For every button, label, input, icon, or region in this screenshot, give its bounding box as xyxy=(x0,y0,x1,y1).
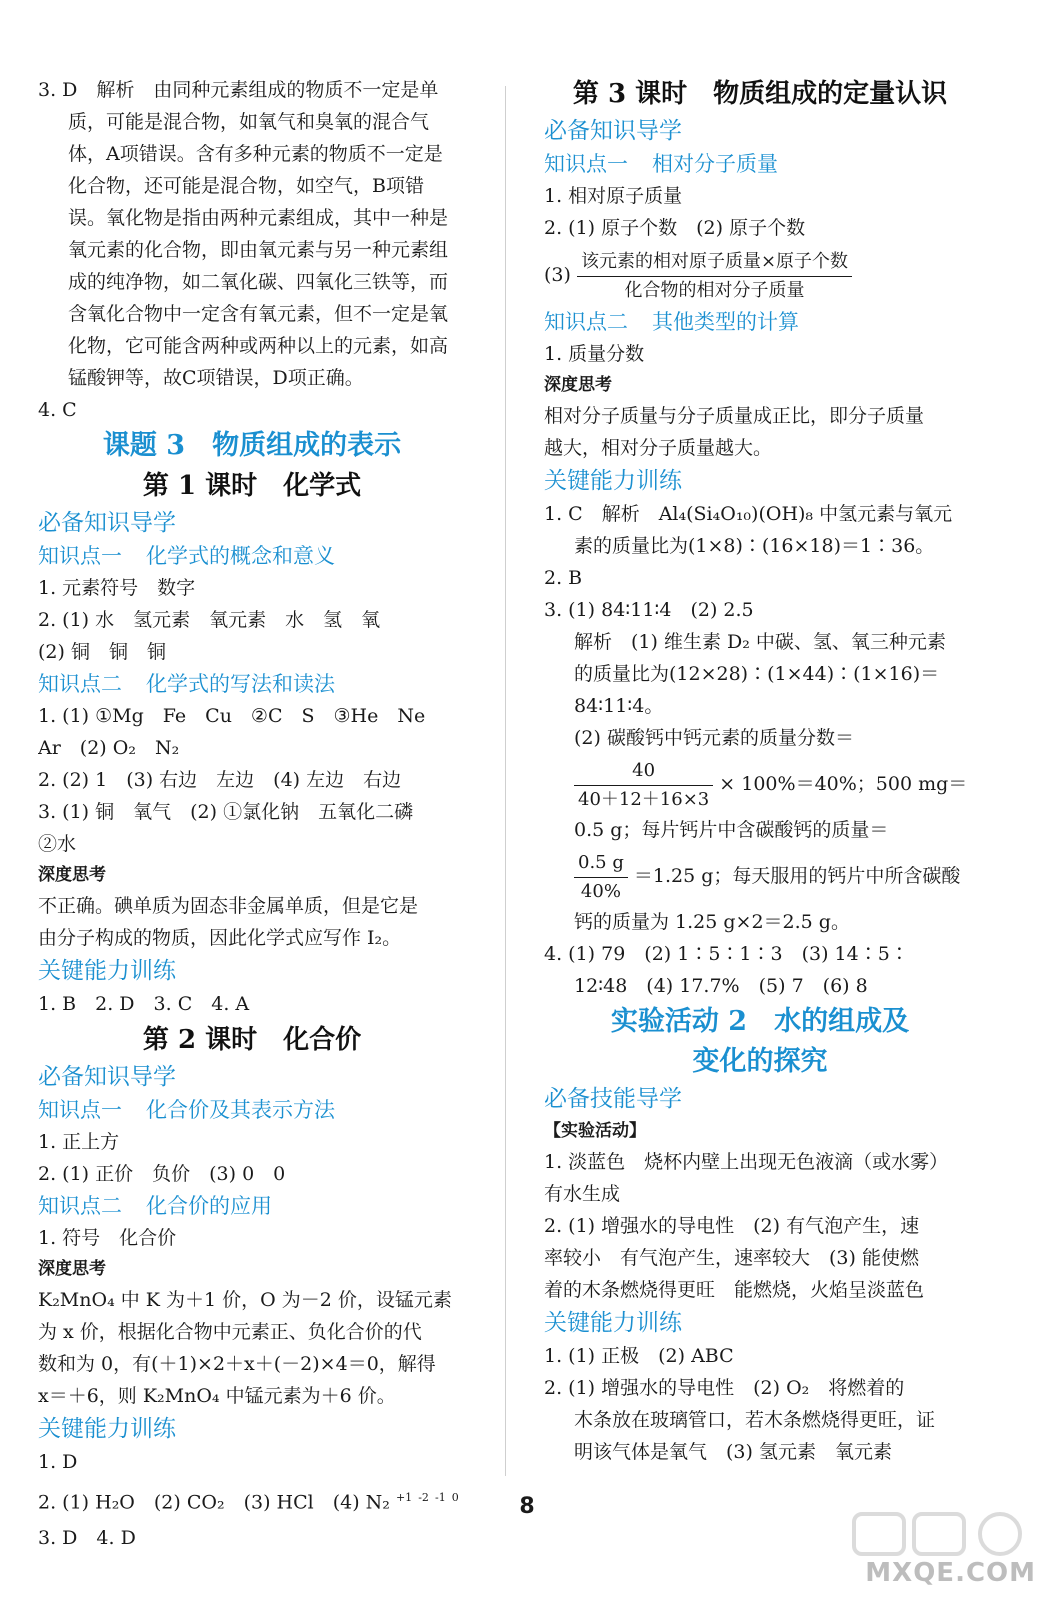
valence-mark: -2 xyxy=(418,1491,429,1504)
knowledge-point-heading: 知识点一 化合价及其表示方法 xyxy=(38,1098,335,1122)
answer-line: 锰酸钾等，故C项错误，D项正确。 xyxy=(68,367,364,389)
lesson-title: 第 1 课时 化学式 xyxy=(142,471,362,501)
knowledge-point-heading: 知识点二 化合价的应用 xyxy=(38,1194,272,1218)
activity-title: 变化的探究 xyxy=(692,1046,828,1077)
answer-line: 2. (2) 1 (3) 右边 左边 (4) 左边 右边 xyxy=(38,769,402,791)
answer-line: 1. (1) 正极 (2) ABC xyxy=(544,1345,734,1367)
answer-line: 钙的质量为 1.25 g×2＝2.5 g。 xyxy=(574,911,850,933)
section-heading: 必备技能导学 xyxy=(544,1086,682,1112)
section-heading: 必备知识导学 xyxy=(544,118,682,144)
answer-line: K₂MnO₄ 中 K 为＋1 价，O 为－2 价，设锰元素 xyxy=(38,1289,452,1311)
right-column xyxy=(544,74,976,1468)
answer-line: 1. 质量分数 xyxy=(544,343,645,365)
answer-line: 3. (1) 84∶11∶4 (2) 2.5 xyxy=(544,599,754,621)
answer-line: 化物，它可能含两种或两种以上的元素，如高 xyxy=(68,335,449,357)
answer-line: 越大，相对分子质量越大。 xyxy=(544,437,773,459)
answer-line: 有水生成 xyxy=(544,1183,621,1205)
answer-line: 2. (1) H₂O (2) CO₂ (3) HCl (4) N₂ $^{+1}$ $^{-2}$ $^{-1}$ $^0$ xyxy=(38,1491,459,1514)
deep-thinking-label: 深度思考 xyxy=(38,1259,106,1279)
lesson-title: 第 3 课时 物质组成的定量认识 xyxy=(572,79,948,109)
answer-line: 1. (1) ①Mg Fe Cu ②C S ③He Ne xyxy=(38,705,426,727)
answer-line: 1. B 2. D 3. C 4. A xyxy=(38,993,250,1015)
answer-line: (2) 碳酸钙中钙元素的质量分数＝ xyxy=(574,727,854,749)
answer-line: 2. (1) 正价 负价 (3) 0 0 xyxy=(38,1163,286,1185)
answer-line: 1. 符号 化合价 xyxy=(38,1227,177,1249)
answer-line: 解析 (1) 维生素 D₂ 中碳、氢、氧三种元素 xyxy=(574,631,946,653)
answer-line: x＝＋6，则 K₂MnO₄ 中锰元素为＋6 价。 xyxy=(38,1385,396,1407)
answer-line: 体，A项错误。含有多种元素的物质不一定是 xyxy=(68,143,443,165)
answer-line: 素的质量比为(1×8)∶(16×18)＝1∶36。 xyxy=(574,535,935,557)
activity-title: 实验活动 2 水的组成及 xyxy=(610,1006,910,1037)
answer-line: Ar (2) O₂ N₂ xyxy=(38,737,180,759)
answer-line: 化合物，还可能是混合物，如空气，B项错 xyxy=(68,175,424,197)
section-heading: 关键能力训练 xyxy=(544,1310,682,1336)
answer-line: 误。氧化物是指由两种元素组成，其中一种是 xyxy=(68,207,449,229)
valence-mark: +1 xyxy=(395,1491,413,1504)
answer-line: 4. C xyxy=(38,399,77,421)
deep-thinking-label: 深度思考 xyxy=(544,375,612,395)
knowledge-point-heading: 知识点二 化学式的写法和读法 xyxy=(38,672,335,696)
bracket-label: 【实验活动】 xyxy=(544,1121,646,1141)
section-heading: 关键能力训练 xyxy=(544,468,682,494)
answer-line: 相对分子质量与分子质量成正比，即分子质量 xyxy=(544,405,925,427)
knowledge-point-heading: 知识点一 相对分子质量 xyxy=(544,152,778,176)
answer-line: 质，可能是混合物，如氧气和臭氧的混合气 xyxy=(68,111,430,133)
fraction-line: (3) $\frac{\text{该元素的相对原子质量×原子个数}}{\text{化合物的相对分子质量}}$ xyxy=(544,244,976,306)
answer-line: 2. B xyxy=(544,567,583,589)
answer-line: 2. (1) 水 氢元素 氧元素 水 氢 氧 xyxy=(38,609,381,631)
answer-line: 着的木条燃烧得更旺 能燃烧，火焰呈淡蓝色 xyxy=(544,1279,925,1301)
answer-line: 不正确。碘单质为固态非金属单质，但是它是 xyxy=(38,895,419,917)
knowledge-point-heading: 知识点二 其他类型的计算 xyxy=(544,310,799,334)
answer-line: ②水 xyxy=(38,833,77,855)
answer-line: 为 x 价，根据化合物中元素正、负化合价的代 xyxy=(38,1321,422,1343)
answer-line: 84∶11∶4。 xyxy=(574,695,664,717)
answer-line: 4. (1) 79 (2) 1∶5∶1∶3 (3) 14∶5∶ xyxy=(544,943,909,965)
answer-line: 的质量比为(12×28)∶(1×44)∶(1×16)＝ xyxy=(574,663,940,685)
answer-line: 1. D xyxy=(38,1451,78,1473)
answer-line: 2. (1) 增强水的导电性 (2) O₂ 将燃着的 xyxy=(544,1377,905,1399)
answer-line: 含氧化合物中一定含有氧元素，但不一定是氧 xyxy=(68,303,449,325)
answer-line: 率较小 有气泡产生，速率较大 (3) 能使燃 xyxy=(544,1247,919,1269)
section-heading: 必备知识导学 xyxy=(38,510,176,536)
fraction: $\frac{0.5 g}{40\%}$ xyxy=(574,849,628,906)
section-heading: 关键能力训练 xyxy=(38,958,176,984)
deep-thinking-label: 深度思考 xyxy=(38,865,106,885)
answer-line: 3. (1) 铜 氧气 (2) ①氯化钠 五氧化二磷 xyxy=(38,801,414,823)
valence-mark: 0 xyxy=(451,1491,459,1504)
section-heading: 关键能力训练 xyxy=(38,1416,176,1442)
topic-title: 课题 3 物质组成的表示 xyxy=(102,430,402,461)
answer-line: 氧元素的化合物，即由氧元素与另一种元素组 xyxy=(68,239,449,261)
lesson-title: 第 2 课时 化合价 xyxy=(142,1025,362,1055)
answer-line: 1. C 解析 Al₄(Si₄O₁₀)(OH)₈ 中氢元素与氧元 xyxy=(544,503,953,525)
answer-line: 成的纯净物，如二氧化碳、四氧化三铁等，而 xyxy=(68,271,449,293)
answer-line: 3. D 4. D xyxy=(38,1527,136,1550)
answer-line: (2) 铜 铜 铜 xyxy=(38,641,166,663)
fraction-line: $\frac{40}{40+12+16\times 3}$ × 100%＝40%；500 mg＝ xyxy=(544,754,976,814)
left-column xyxy=(38,74,466,1554)
answer-line: 2. (1) 原子个数 (2) 原子个数 xyxy=(544,217,806,239)
fraction: $\frac{40}{40+12+16\times 3}$ xyxy=(574,757,713,814)
answer-line: 12∶48 (4) 17.7% (5) 7 (6) 8 xyxy=(574,975,868,997)
answer-line: 木条放在玻璃管口，若木条燃烧得更旺，证 xyxy=(574,1409,936,1431)
column-divider xyxy=(505,86,506,1476)
valence-mark: -1 xyxy=(434,1491,446,1504)
answer-line: 数和为 0，有(＋1)×2＋x＋(－2)×4＝0，解得 xyxy=(38,1353,436,1375)
answer-line: 2. (1) 增强水的导电性 (2) 有气泡产生，速 xyxy=(544,1215,920,1237)
answer-line: 3. D 解析 由同种元素组成的物质不一定是单 xyxy=(38,79,439,101)
watermark-text: MXQE.COM xyxy=(865,1558,1036,1588)
answer-line: 0.5 g；每片钙片中含碳酸钙的质量＝ xyxy=(574,819,889,841)
answer-line: 明该气体是氧气 (3) 氢元素 氧元素 xyxy=(574,1441,892,1463)
answer-line: 1. 淡蓝色 烧杯内壁上出现无色液滴（或水雾） xyxy=(544,1151,949,1173)
section-heading: 必备知识导学 xyxy=(38,1064,176,1090)
answer-line: 1. 正上方 xyxy=(38,1131,120,1153)
page-number: 8 xyxy=(519,1494,535,1519)
answer-line: 1. 元素符号 数字 xyxy=(38,577,196,599)
knowledge-point-heading: 知识点一 化学式的概念和意义 xyxy=(38,544,335,568)
fraction-line: $\frac{0.5 g}{40\%}$ ＝1.25 g；每天服用的钙片中所含碳酸 xyxy=(544,846,976,906)
answer-line: 由分子构成的物质，因此化学式应写作 I₂。 xyxy=(38,927,402,949)
fraction: $\frac{\text{该元素的相对原子质量×原子个数}}{\text{化合物的相对分子质量}}$ xyxy=(577,248,852,305)
answer-line: 1. 相对原子质量 xyxy=(544,185,683,207)
